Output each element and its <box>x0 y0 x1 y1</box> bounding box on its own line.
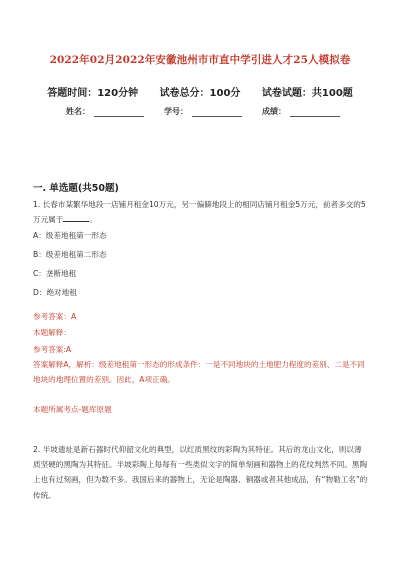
reference-answer: 参考答案：A <box>33 312 77 321</box>
exam-title: 2022年02月2022年安徽池州市市直中学引进人才25人模拟卷 <box>49 54 351 66</box>
section-title: 一. 单选题(共50题) <box>33 183 119 194</box>
exam-meta <box>0 84 400 99</box>
id-field[interactable] <box>164 106 242 117</box>
score-label: 成绩： <box>262 107 286 116</box>
question-1-end: 。 <box>89 215 97 225</box>
option-b: B：级差地租第二形态 <box>33 250 107 259</box>
question-count: 试卷试题：共100题 <box>261 88 353 99</box>
name-label: 姓名： <box>66 107 90 116</box>
score-line <box>290 108 340 117</box>
student-info <box>66 106 340 117</box>
id-label: 学号： <box>164 107 188 116</box>
option-c: C：垄断地租 <box>33 269 77 278</box>
question-2-stem: 2. 半坡遗址是新石器时代仰韶文化的典型，以红质黑纹的彩陶为其特征。其后的龙山文化，则以薄质坚硬的黑陶为其特征。半坡彩陶上每每有一些类似文字的简单刻画和器物上的花纹判然不同。黑陶上也有过刻画，但为数不多。我国后来的器物上，无论是陶器、铜器或者其他成品，有“物勒工名”的传统。 <box>33 445 368 500</box>
question-1-stem <box>33 197 369 227</box>
id-line <box>192 108 242 117</box>
option-d: D：绝对地租 <box>33 288 77 297</box>
question-source: 本题所属考点-题库原题 <box>33 405 112 414</box>
answer-explanation: 答案解释A，解析：级差地租第一形态的形成条件：一是不同地块的土地肥力程度的差别、二是不同地块的地理位置的差别。因此，A项正确。 <box>33 360 365 384</box>
reference-answer-2: 参考答案:A <box>33 345 72 354</box>
score-field[interactable] <box>262 106 340 117</box>
option-a: A：级差地租第一形态 <box>33 231 107 240</box>
name-field[interactable] <box>66 106 144 117</box>
answer-time: 答题时间：120分钟 <box>47 88 139 99</box>
name-line <box>94 108 144 117</box>
total-score: 试卷总分：100分 <box>159 88 241 99</box>
answer-blank <box>63 213 89 222</box>
analysis-label: 本题解释： <box>33 328 71 337</box>
question-1-text: 1. 长春市某繁华地段一店铺月租金10万元，另一偏僻地段上的相同店铺月租金5万元，前者多交的5万元属于 <box>33 200 366 225</box>
